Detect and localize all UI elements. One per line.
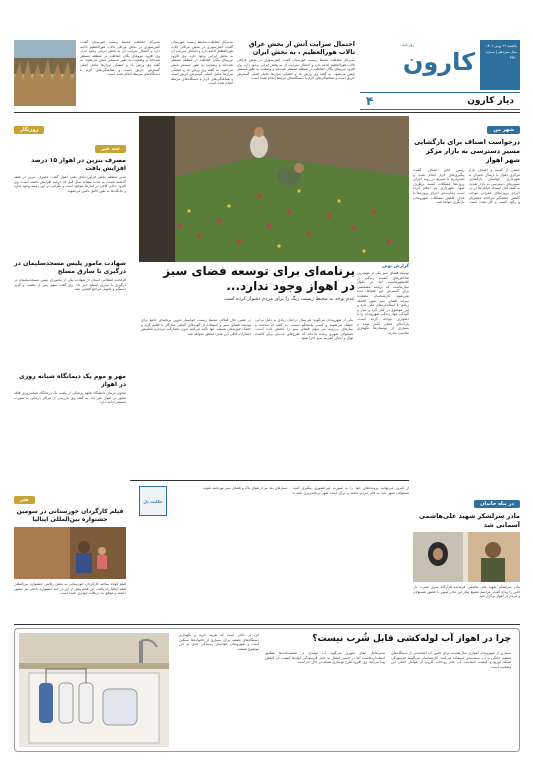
left-column: [14, 116, 126, 478]
quote-box: [139, 484, 409, 620]
masthead: [360, 40, 520, 112]
marsh-caption-text: مدیرکل حفاظت محیط زیست خوزستان گفت: آتش‌سوزی در بخش عراقی تالاب هورالعظیم ادامه دارد و احتمال سرایت آن به بخش ایرانی وجود دارد. وی افزود نیروهای یگان حفاظت در منطقه مستقر شده‌اند و وضعیت به طور مستمر پایش می‌شود. به گفته وی وزش باد و خشکی نیزارها عامل اصلی گسترش حریق است و هماهنگی‌های لازم با دستگاه‌های مرتبط انجام شده است.: [80, 40, 160, 77]
park-image: [139, 116, 409, 262]
right-column: [413, 116, 520, 486]
left-headline-2: شهادت مامور پلیس مسجدسلیمان در درگیری با سارق مسلح: [14, 260, 126, 275]
top-news-body-2: مدیرکل حفاظت محیط زیست خوزستان گفت: آتش‌سوزی در بخش عراقی تالاب هورالعظیم ادامه دارد و احتمال سرایت آن به بخش ایرانی وجود دارد. وی افزود نیروهای یگان حفاظت در منطقه مستقر شده‌اند و وضعیت به طور مستمر پایش می‌شود. به گفته وی وزش باد و خشکی نیزارها عامل اصلی گسترش حریق است و هماهنگی‌های لازم با دستگاه‌های مرتبط انجام شده است.: [171, 40, 233, 86]
left-body-2: فرمانده انتظامی استان از شهادت یکی از ماموران پلیس مسجدسلیمان در درگیری با سارق مسلح خبر داد. وی گفت متهم پس از تعقیب و گریز دستگیر و تحویل مراجع قضایی شد.: [14, 278, 126, 292]
center-headline-block: [155, 264, 355, 314]
page-number: ۴: [366, 94, 374, 108]
top-news-continuation: [171, 40, 233, 110]
obit-body: مادر سرلشکر شهید علی هاشمی فرمانده قرارگاه سری نصرت دار فانی را وداع گفت. مراسم تشییع پیکر این مادر صبور با حضور مسئولان و مردم در اهواز برگزار شد.: [413, 585, 520, 599]
obit-tag: در پناه خاندان: [474, 500, 520, 508]
marsh-image: [14, 40, 76, 106]
section-name: دیار کارون: [467, 96, 514, 106]
center-byline: گزارش نوین: [382, 264, 409, 269]
right-body: جمعی از کسبه و اصناف بازار مرکزی اهواز با ارسال نامه‌ای به شهرداری خواستار بازگشایی مسیرهای دسترسی به بازار شدند. به گفته آنان انسداد خیابان‌ها در پی اجرای پروژه‌های عمرانی موجب کاهش چشمگیر مراجعه مشتریان و رکود کسب و کار شده است. رئیس اتاق اصناف گفت: پیگیری‌های لازم انجام شده و امیدواریم با تسریع در روند اجرای پروژه‌ها مشکلات کسبه برطرف شود. شهرداری نیز اعلام کرده است زمان‌بندی اجرای پروژه‌ها با هدف کاهش مشکلات شهروندان بازنگری خواهد شد.: [413, 168, 520, 205]
logo: [402, 42, 476, 82]
section-bar: [360, 92, 520, 110]
culture-headline: فیلم کارگردان خوزستانی در سومین جشنواره بین‌المللی ایتالیا: [16, 508, 124, 523]
center-byline-col: [357, 264, 409, 476]
bottom-body-mid: مدیرعامل آبفای شهری می‌گوید آب تولیدی در تصفیه‌خانه‌ها مطابق استانداردهاست اما در مسیر انتقال به دلیل فرسودگی لوله‌ها کیفیت آن کاهش پیدا می‌کند. وی افزود طرح نوسازی شبکه در حال اجراست.: [265, 651, 385, 665]
bottom-photo: [19, 633, 169, 747]
bottom-story: [14, 628, 520, 752]
quote-tag: حکایت دل: [143, 498, 163, 504]
bottom-headline: چرا در اهواز آب لوله‌کشی قابل شُرب نیست؟: [312, 634, 511, 644]
center-body-left: در همین حال فعالان محیط زیست خواستار تدوین برنامه‌ای جامع برای توسعه فضای سبز و استفاده از گونه‌های گیاهی سازگار با اقلیم گرم و خشک خوزستان هستند. آنها تاکید می‌کنند بدون مشارکت مردم و تخصیص اعتبارات کافی این هدف محقق نخواهد شد.: [141, 318, 251, 336]
top-divider: [14, 112, 520, 113]
center-body-mid: یکی از شهروندان می‌گوید: هر سال درختان زیادی به دلیل بی‌آبی خشک می‌شوند و کسی پاسخگو نیست. به گفته او ساخت و سازهای بی‌رویه نیز سهم فضای سبز را کاهش داده است. مسئولان شهری وعده داده‌اند که طرح‌های جدیدی برای کاشت نهال و احیای کمربند سبز اجرا شود.: [255, 318, 353, 341]
park-photo: [139, 116, 409, 262]
left-headline-1: مصرف بنزین در اهواز ۱۵ درصد افزایش یافت: [31, 157, 126, 172]
culture-block: [14, 486, 126, 622]
left-brief-tag: چند خبر: [95, 145, 126, 153]
obit-headline: مادر سرلشکر شهید علی‌هاشمی آسمانی شد: [419, 512, 520, 529]
quote-text: از امروز می‌توانید پرونده‌های خود را به صورت غیرحضوری پیگیری کنید. مسئولان شهر باید به فکر مردم باشند و برای آینده شهر برنامه‌ریزی کنند تا نسل‌های بعد نیز از هوای پاک و فضای سبز بهره‌مند شوند.: [202, 486, 409, 495]
top-news-body: مدیرکل حفاظت محیط زیست خوزستان گفت: آتش‌سوزی در بخش عراقی تالاب هورالعظیم ادامه دارد و احتمال سرایت آن به بخش ایرانی وجود دارد. وی افزود نیروهای یگان حفاظت در منطقه مستقر شده‌اند و وضعیت به طور مستمر پایش می‌شود. به گفته وی وزش باد و خشکی نیزارها عامل اصلی گسترش حریق است و هماهنگی‌های لازم با دستگاه‌های مرتبط انجام شده است.: [237, 58, 355, 81]
left-section-tag: روزنگار: [14, 126, 44, 134]
bottom-body-right: بسیاری از شهروندان اهوازی سال‌هاست برای تامین آب آشامیدنی از دستگاه‌های تصفیه خانگی یا آب بسته‌بندی استفاده می‌کنند. کارشناسان می‌گویند فرسودگی شبکه توزیع و کیفیت نامناسب آب خام رودخانه کارون از عوامل اصلی این وضعیت است.: [391, 651, 511, 669]
masthead-info-box: [480, 40, 520, 90]
logo-tag: روزنامه: [402, 42, 415, 47]
obit-photo: [413, 532, 520, 582]
right-headline: درخواست اصناف برای بازگشایی مسیر دسترسی به بازار مرکز شهر اهواز: [414, 138, 520, 164]
culture-tag: هنر: [14, 496, 35, 504]
left-body-3: معاون درمان دانشگاه علوم پزشکی از پلمب یک درمانگاه شبانه‌روزی فاقد مجوز در اهواز خبر داد. به گفته وی بازرسی از مراکز درمانی به صورت مستمر ادامه دارد.: [14, 391, 126, 405]
marsh-photo: [14, 40, 76, 106]
left-body-1: مدیر منطقه پخش فرآورده‌های نفتی اهواز گفت: مصرف بنزین در هفته گذشته نسبت به مدت مشابه سال قبل ۱۵ درصد افزایش داشته است. وی افزود ذخایر کافی در انبارها موجود است و نگرانی در این زمینه وجود ندارد و جایگاه‌ها به طور کامل تامین می‌شوند.: [14, 175, 126, 193]
culture-photo: [14, 527, 126, 579]
left-headline-3: مهر و موم یک دیمانگاه شبانه روزی در اهواز: [19, 373, 126, 388]
portrait-image: [413, 532, 520, 582]
center-body-right: توسعه فضای سبز یکی از مهم‌ترین شاخص‌های کیفیت زندگی در کلانشهرهاست اما در اهواز سال‌هاست که برنامه مشخصی برای گسترش این فضاها دیده نمی‌شود. کارشناسان معتقدند سرانه فضای سبز شهر فاصله زیادی با استانداردهای ملی دارد و این موضوع در کنار گرد و غبار و آلودگی هوا، زندگی شهروندان را با دشواری مواجه کرده است. پارک‌های محلی کمتر شده و بسیاری از بوستان‌ها نگهداری مناسبی ندارند.: [357, 271, 409, 335]
bottom-body-left: این در حالی است که هزینه خرید و نگهداری دستگاه‌های تصفیه برای بسیاری از خانواده‌ها سنگین است و شهروندان خواستار رسیدگی جدی به این موضوع هستند.: [179, 633, 259, 651]
top-news-headline: احتمال سرایت آتش از بخش عراق تالاب هورالعظیم ، به بخش ایران: [248, 40, 355, 56]
obit-block: [413, 490, 520, 622]
top-news: [237, 40, 355, 112]
bottom-divider: [14, 624, 520, 625]
film-still-image: [14, 527, 126, 579]
culture-body: فیلم کوتاه ساخته کارگردان خوزستانی به بخش رقابتی جشنواره بین‌المللی فیلم ایتالیا راه یافت. این فیلم پیش از این در چند جشنواره داخلی نیز حضور داشته و موفق به دریافت جوایزی شده است.: [14, 582, 126, 596]
date-line: یکشنبه ۲۶ بهمن ۱۴۰۲: [486, 44, 517, 48]
mid-divider: [130, 480, 409, 481]
logo-text: کارون: [402, 48, 476, 76]
marsh-caption: [80, 40, 160, 106]
water-filter-image: [19, 633, 169, 747]
right-section-tag: شهر من: [487, 126, 520, 134]
quote-tag-box: [139, 486, 167, 516]
issue-line: سال سیزدهم | شماره ۳۳۳۰: [485, 50, 517, 60]
center-subhead: عدم توجه به محیط زیست زنگ را برای مردم دشوار کرده است: [224, 296, 355, 302]
center-headline: برنامه‌ای برای توسعه فضای سبز در اهواز وجود ندارد...: [163, 264, 355, 293]
